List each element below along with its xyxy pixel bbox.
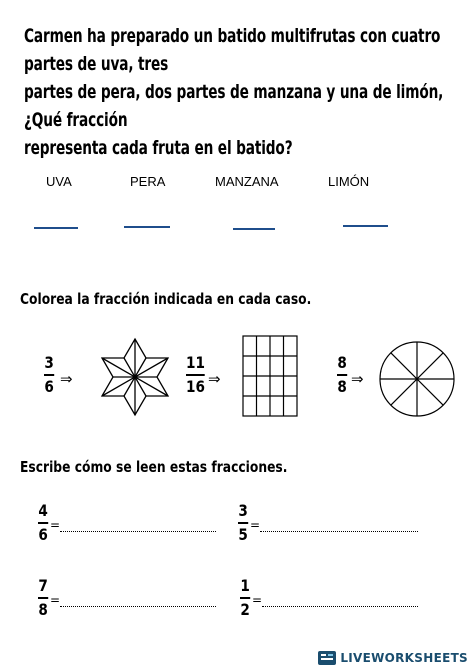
numerator: 1	[240, 576, 250, 595]
answer-line-7-8[interactable]	[60, 606, 216, 607]
arrow-icon: ⇒	[208, 370, 221, 388]
equals-sign: =	[252, 593, 263, 607]
question-text	[24, 22, 456, 162]
fraction-4-6	[38, 502, 48, 544]
fraction-11-16	[186, 354, 205, 396]
question-line-3: representa cada fruta en el batido?	[24, 137, 293, 159]
fruit-label-pera: PERA	[130, 174, 166, 189]
fraction-bar	[238, 522, 248, 524]
equals-sign: =	[50, 593, 61, 607]
grid-icon[interactable]	[242, 335, 298, 417]
fraction-bar	[38, 597, 48, 599]
denominator: 6	[44, 376, 54, 396]
denominator: 6	[38, 524, 48, 544]
logo-icon	[318, 651, 336, 665]
answer-line-3-5[interactable]	[260, 531, 418, 532]
fraction-3-6	[44, 354, 54, 396]
answer-line-1-2[interactable]	[262, 606, 418, 607]
star-icon[interactable]	[95, 337, 175, 417]
numerator: 3	[44, 353, 54, 372]
fraction-8-8	[337, 354, 347, 396]
fraction-7-8	[38, 577, 48, 619]
denominator: 16	[186, 376, 205, 396]
equals-sign: =	[250, 518, 261, 532]
answer-blank-limon[interactable]	[343, 225, 388, 227]
question-line-2: partes de pera, dos partes de manzana y una de limón, ¿Qué fracción	[24, 81, 444, 131]
circle-icon[interactable]	[378, 340, 456, 418]
fruit-label-manzana: MANZANA	[215, 174, 279, 189]
fraction-3-5	[238, 502, 248, 544]
answer-line-4-6[interactable]	[60, 531, 216, 532]
arrow-icon: ⇒	[60, 370, 73, 388]
denominator: 8	[337, 376, 347, 396]
fraction-bar	[337, 374, 347, 376]
numerator: 8	[337, 353, 347, 372]
liveworksheets-logo[interactable]	[318, 651, 468, 665]
numerator: 4	[38, 501, 48, 520]
arrow-icon: ⇒	[351, 370, 364, 388]
write-section-heading: Escribe cómo se leen estas fracciones.	[20, 458, 288, 476]
fraction-bar	[44, 374, 54, 376]
logo-text: LIVEWORKSHEETS	[340, 651, 468, 665]
numerator: 7	[38, 576, 48, 595]
numerator: 3	[238, 501, 248, 520]
answer-blank-uva[interactable]	[34, 227, 78, 229]
denominator: 8	[38, 599, 48, 619]
fraction-bar	[240, 597, 250, 599]
fraction-1-2	[240, 577, 250, 619]
numerator: 11	[186, 353, 205, 372]
denominator: 5	[238, 524, 248, 544]
answer-blank-manzana[interactable]	[233, 228, 275, 230]
fruit-label-limon: LIMÓN	[328, 174, 370, 189]
fruit-label-uva: UVA	[46, 174, 72, 189]
answer-blank-pera[interactable]	[124, 226, 170, 228]
question-line-1: Carmen ha preparado un batido multifrutas con cuatro partes de uva, tres	[24, 25, 441, 75]
fraction-bar	[186, 374, 205, 376]
equals-sign: =	[50, 518, 61, 532]
color-section-heading: Colorea la fracción indicada en cada caso.	[20, 290, 312, 308]
denominator: 2	[240, 599, 250, 619]
fraction-bar	[38, 522, 48, 524]
